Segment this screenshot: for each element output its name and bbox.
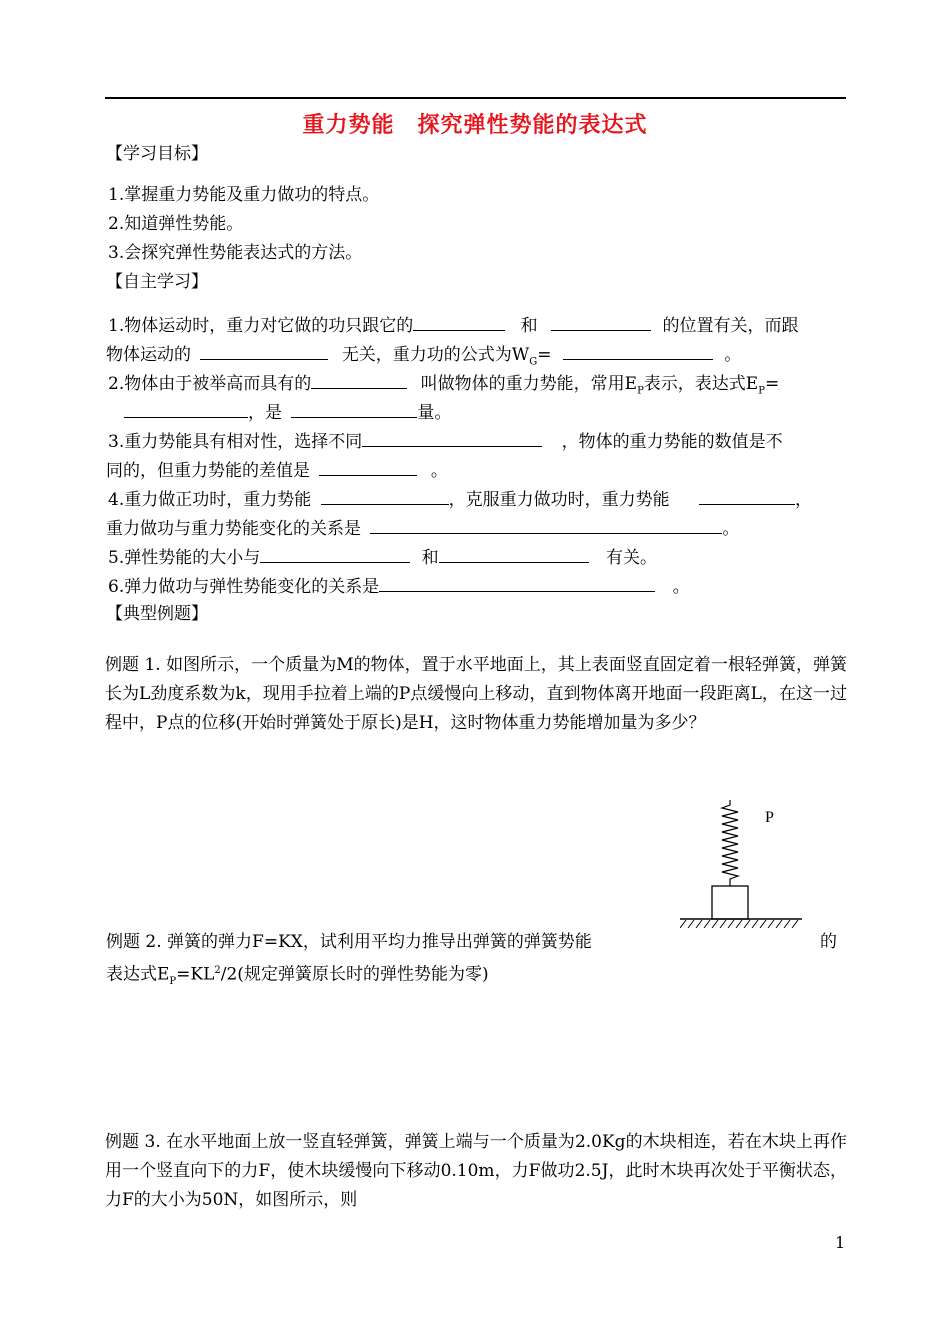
fill-blank[interactable] [311,371,407,389]
spring-block-figure [680,800,805,930]
fill-blank[interactable] [362,429,542,447]
q2-sub-c: P [758,385,765,397]
q2-text-c: 表示，表达式E [643,374,759,394]
q1-text-c: 的位置有关，而跟 [662,316,799,336]
q4-text-c: ， [795,490,813,510]
fill-blank[interactable] [124,400,248,418]
q4-text-b: ，克服重力做功时，重力势能 [448,490,670,510]
q1-text-a: 1.物体运动时，重力对它做的功只跟它的 [108,316,414,336]
page-title: 重力势能 探究弹性势能的表达式 [302,113,648,138]
fill-blank[interactable] [439,545,589,563]
block [712,886,748,919]
q4-text-d: 重力做功与重力势能变化的关系是 [106,519,361,539]
example-2-line-2 [106,960,489,993]
spring-icon [722,800,738,886]
example-2-tail: 的 [820,932,837,952]
q2-text-b: 叫做物体的重力势能，常用E [420,374,638,394]
page-number: 1 [835,1233,846,1252]
question-1-line-2 [106,342,741,373]
ex2-sup: 2 [214,965,221,976]
question-4-line-1 [108,487,812,511]
example-2-line-1: 例题 2. 弹簧的弹力F=KX，试利用平均力推导出弹簧的弹簧势能 [106,932,592,952]
fill-blank[interactable] [563,342,713,360]
q3-text-b: ，物体的重力势能的数值是不 [561,432,783,452]
question-2-line-2 [124,400,451,424]
q3-text-d: 。 [430,461,448,481]
fill-blank[interactable] [379,574,655,592]
section-self-study: 【自主学习】 [106,272,208,292]
fill-blank[interactable] [260,545,410,563]
objective-1: 1.掌握重力势能及重力做功的特点。 [108,185,380,205]
question-4-line-2 [106,516,739,540]
fill-blank[interactable] [200,342,328,360]
fill-blank[interactable] [321,487,449,505]
section-examples: 【典型例题】 [106,604,208,624]
q2-text-a: 2.物体由于被举高而具有的 [108,374,312,394]
objective-2: 2.知道弹性势能。 [108,214,244,234]
ex2-text-d: =KL [176,964,215,985]
q2-text-f: 量。 [417,403,452,423]
question-3-line-1 [108,429,783,453]
fill-blank[interactable] [551,313,651,331]
example-1: 例题 1. 如图所示，一个质量为M的物体，置于水平地面上，其上表面竖直固定着一根轻弹簧，弹簧长为L劲度系数为k，现用手拉着上端的P点缓慢向上移动，直到物体离开地面一段距离L，在这一过程中，P点的位移(开始时弹簧处于原长)是H，这时物体重力势能增加量为多少？ [105,655,847,733]
q1-text-b: 和 [520,316,538,336]
q3-text-c: 同的，但重力势能的差值是 [106,461,310,481]
q4-text-a: 4.重力做正功时，重力势能 [108,490,312,510]
question-6 [108,574,690,598]
header-rule [105,97,846,99]
q6-text-b: 。 [672,577,690,597]
ex2-sub: P [169,976,177,988]
fill-blank[interactable] [413,313,505,331]
q5-text-c: 有关。 [606,548,658,568]
q5-text-a: 5.弹性势能的大小与 [108,548,261,568]
objective-3: 3.会探究弹性势能表达式的方法。 [108,243,363,263]
fill-blank[interactable] [370,516,722,534]
question-3-line-2 [106,458,448,482]
q1-text-f: = [537,345,552,365]
q1-text-d: 物体运动的 [106,345,191,365]
q2-sub-b: P [637,385,644,397]
ex2-text-e: /2(规定弹簧原长时的弹性势能为零) [220,964,489,985]
q1-text-g: 。 [724,345,742,365]
q5-text-b: 和 [421,548,439,568]
q1-text-e: 无关，重力功的公式为W [341,345,530,365]
question-5 [108,545,657,569]
q6-text-a: 6.弹力做功与弹性势能变化的关系是 [108,577,380,597]
fill-blank[interactable] [291,400,417,418]
point-p-label: P [765,809,774,826]
fill-blank[interactable] [699,487,795,505]
ground-hatch [680,920,798,928]
q4-text-e: 。 [722,519,740,539]
q2-text-e: ，是 [248,403,282,423]
question-2-line-1 [108,371,779,402]
ex2-text-c: 表达式E [106,964,170,985]
q1-sub: G [529,356,538,368]
q2-text-d: = [764,374,780,394]
question-1-line-1 [108,313,798,337]
example-3: 例题 3. 在水平地面上放一竖直轻弹簧，弹簧上端与一个质量为2.0Kg的木块相连，若在木块上再作用一个竖直向下的力F，使木块缓慢向下移动0.10m，力F做功2.5J，此时木块再次处于平衡状态，力F的大小为50N，如图所示，则 [105,1132,847,1210]
q3-text-a: 3.重力势能具有相对性，选择不同 [108,432,363,452]
section-objectives: 【学习目标】 [106,144,208,164]
fill-blank[interactable] [319,458,417,476]
